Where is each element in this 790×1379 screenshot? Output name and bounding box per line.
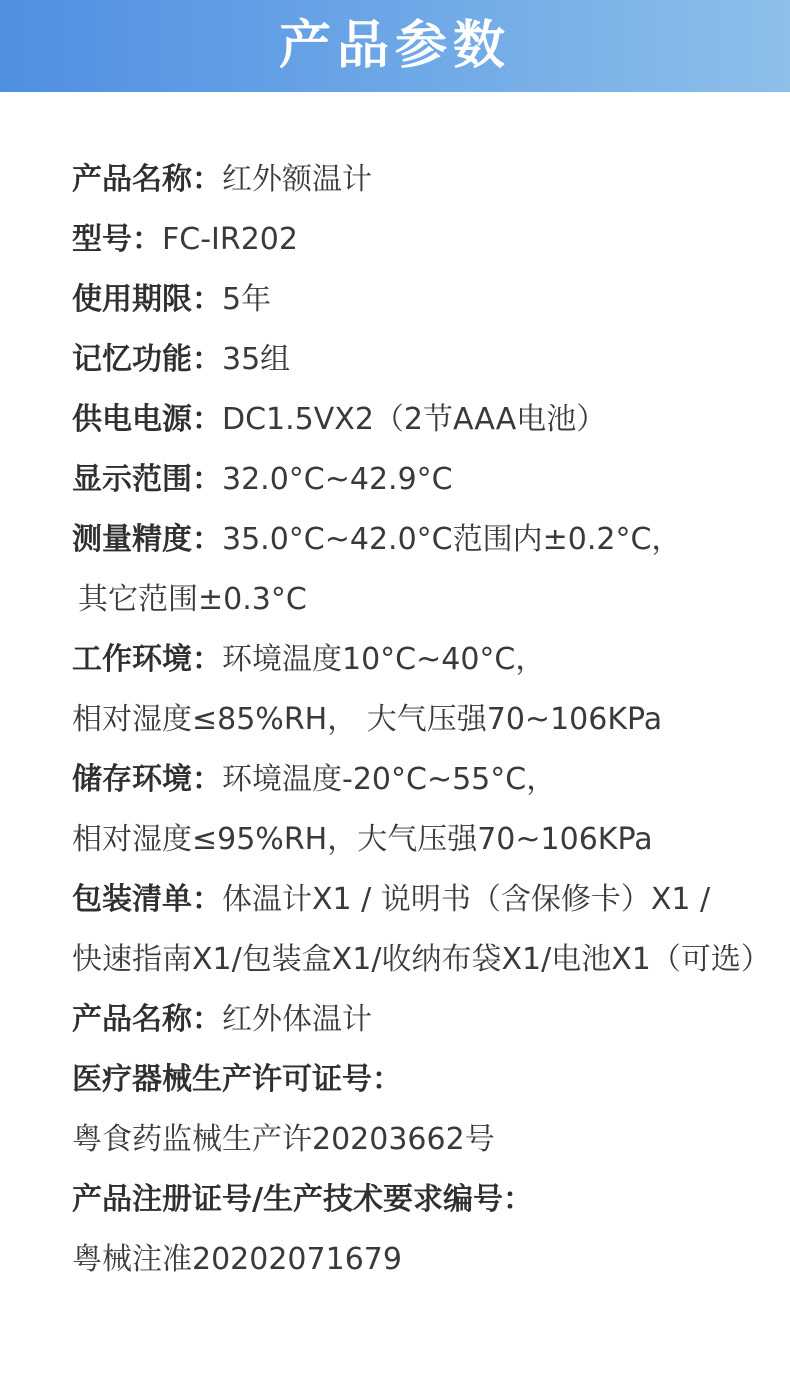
spec-line-storage-env: [72, 750, 750, 810]
spec-label: 供电电源：: [72, 402, 222, 437]
spec-value: 35组: [222, 342, 291, 377]
spec-line-registration-label: [72, 1170, 750, 1230]
spec-line-packing-list-cont: [72, 930, 771, 990]
spec-label: 记忆功能：: [72, 342, 222, 377]
spec-value: 红外额温计: [222, 162, 372, 197]
spec-line-operating-env-cont: [72, 690, 750, 750]
spec-value: 快速指南X1/包装盒X1/收纳布袋X1/电池X1（可选）: [72, 942, 771, 977]
spec-label: 工作环境：: [72, 642, 222, 677]
spec-value: FC-IR202: [162, 222, 298, 257]
spec-value: 32.0°C~42.9°C: [222, 462, 453, 497]
page-title: 产品参数: [278, 16, 511, 76]
spec-label: 显示范围：: [72, 462, 222, 497]
spec-line-memory: [72, 330, 750, 390]
header-banner: [0, 0, 790, 92]
spec-value: 粤食药监械生产许20203662号: [72, 1122, 495, 1157]
spec-value: 相对湿度≤95%RH，大气压强70~106KPa: [72, 822, 653, 857]
spec-value: 相对湿度≤85%RH， 大气压强70~106KPa: [72, 702, 663, 737]
spec-label: 型号：: [72, 222, 162, 257]
spec-line-display-range: [72, 450, 750, 510]
spec-line-product-name: [72, 150, 750, 210]
spec-value: 粤械注准20202071679: [72, 1242, 402, 1277]
spec-value: 5年: [222, 282, 272, 317]
spec-label: 测量精度：: [72, 522, 222, 557]
spec-line-packing-list: [72, 870, 750, 930]
spec-value: 环境温度-20°C~55°C，: [222, 762, 557, 797]
spec-line-operating-env: [72, 630, 750, 690]
spec-value: 体温计X1 / 说明书（含保修卡）X1 /: [222, 882, 711, 917]
spec-value: DC1.5VX2（2节AAA电池）: [222, 402, 607, 437]
spec-value: 红外体温计: [222, 1002, 372, 1037]
spec-line-accuracy: [72, 510, 750, 570]
spec-line-power: [72, 390, 750, 450]
spec-line-product-name-2: [72, 990, 750, 1050]
spec-line-model: [72, 210, 750, 270]
spec-list: [72, 150, 771, 1290]
spec-line-accuracy-cont: [72, 570, 750, 630]
spec-label: 医疗器械生产许可证号：: [72, 1062, 402, 1097]
spec-line-service-life: [72, 270, 750, 330]
spec-value: 其它范围±0.3°C: [78, 582, 307, 617]
spec-label: 储存环境：: [72, 762, 222, 797]
spec-label: 产品名称：: [72, 1002, 222, 1037]
spec-line-registration-value: [72, 1230, 750, 1290]
spec-label: 包装清单：: [72, 882, 222, 917]
spec-line-license-label: [72, 1050, 750, 1110]
spec-value: 35.0°C~42.0°C范围内±0.2°C，: [222, 522, 682, 557]
spec-line-license-value: [72, 1110, 750, 1170]
spec-label: 产品注册证号/生产技术要求编号：: [72, 1182, 533, 1217]
spec-value: 环境温度10°C~40°C，: [222, 642, 546, 677]
spec-label: 使用期限：: [72, 282, 222, 317]
spec-label: 产品名称：: [72, 162, 222, 197]
spec-line-storage-env-cont: [72, 810, 750, 870]
